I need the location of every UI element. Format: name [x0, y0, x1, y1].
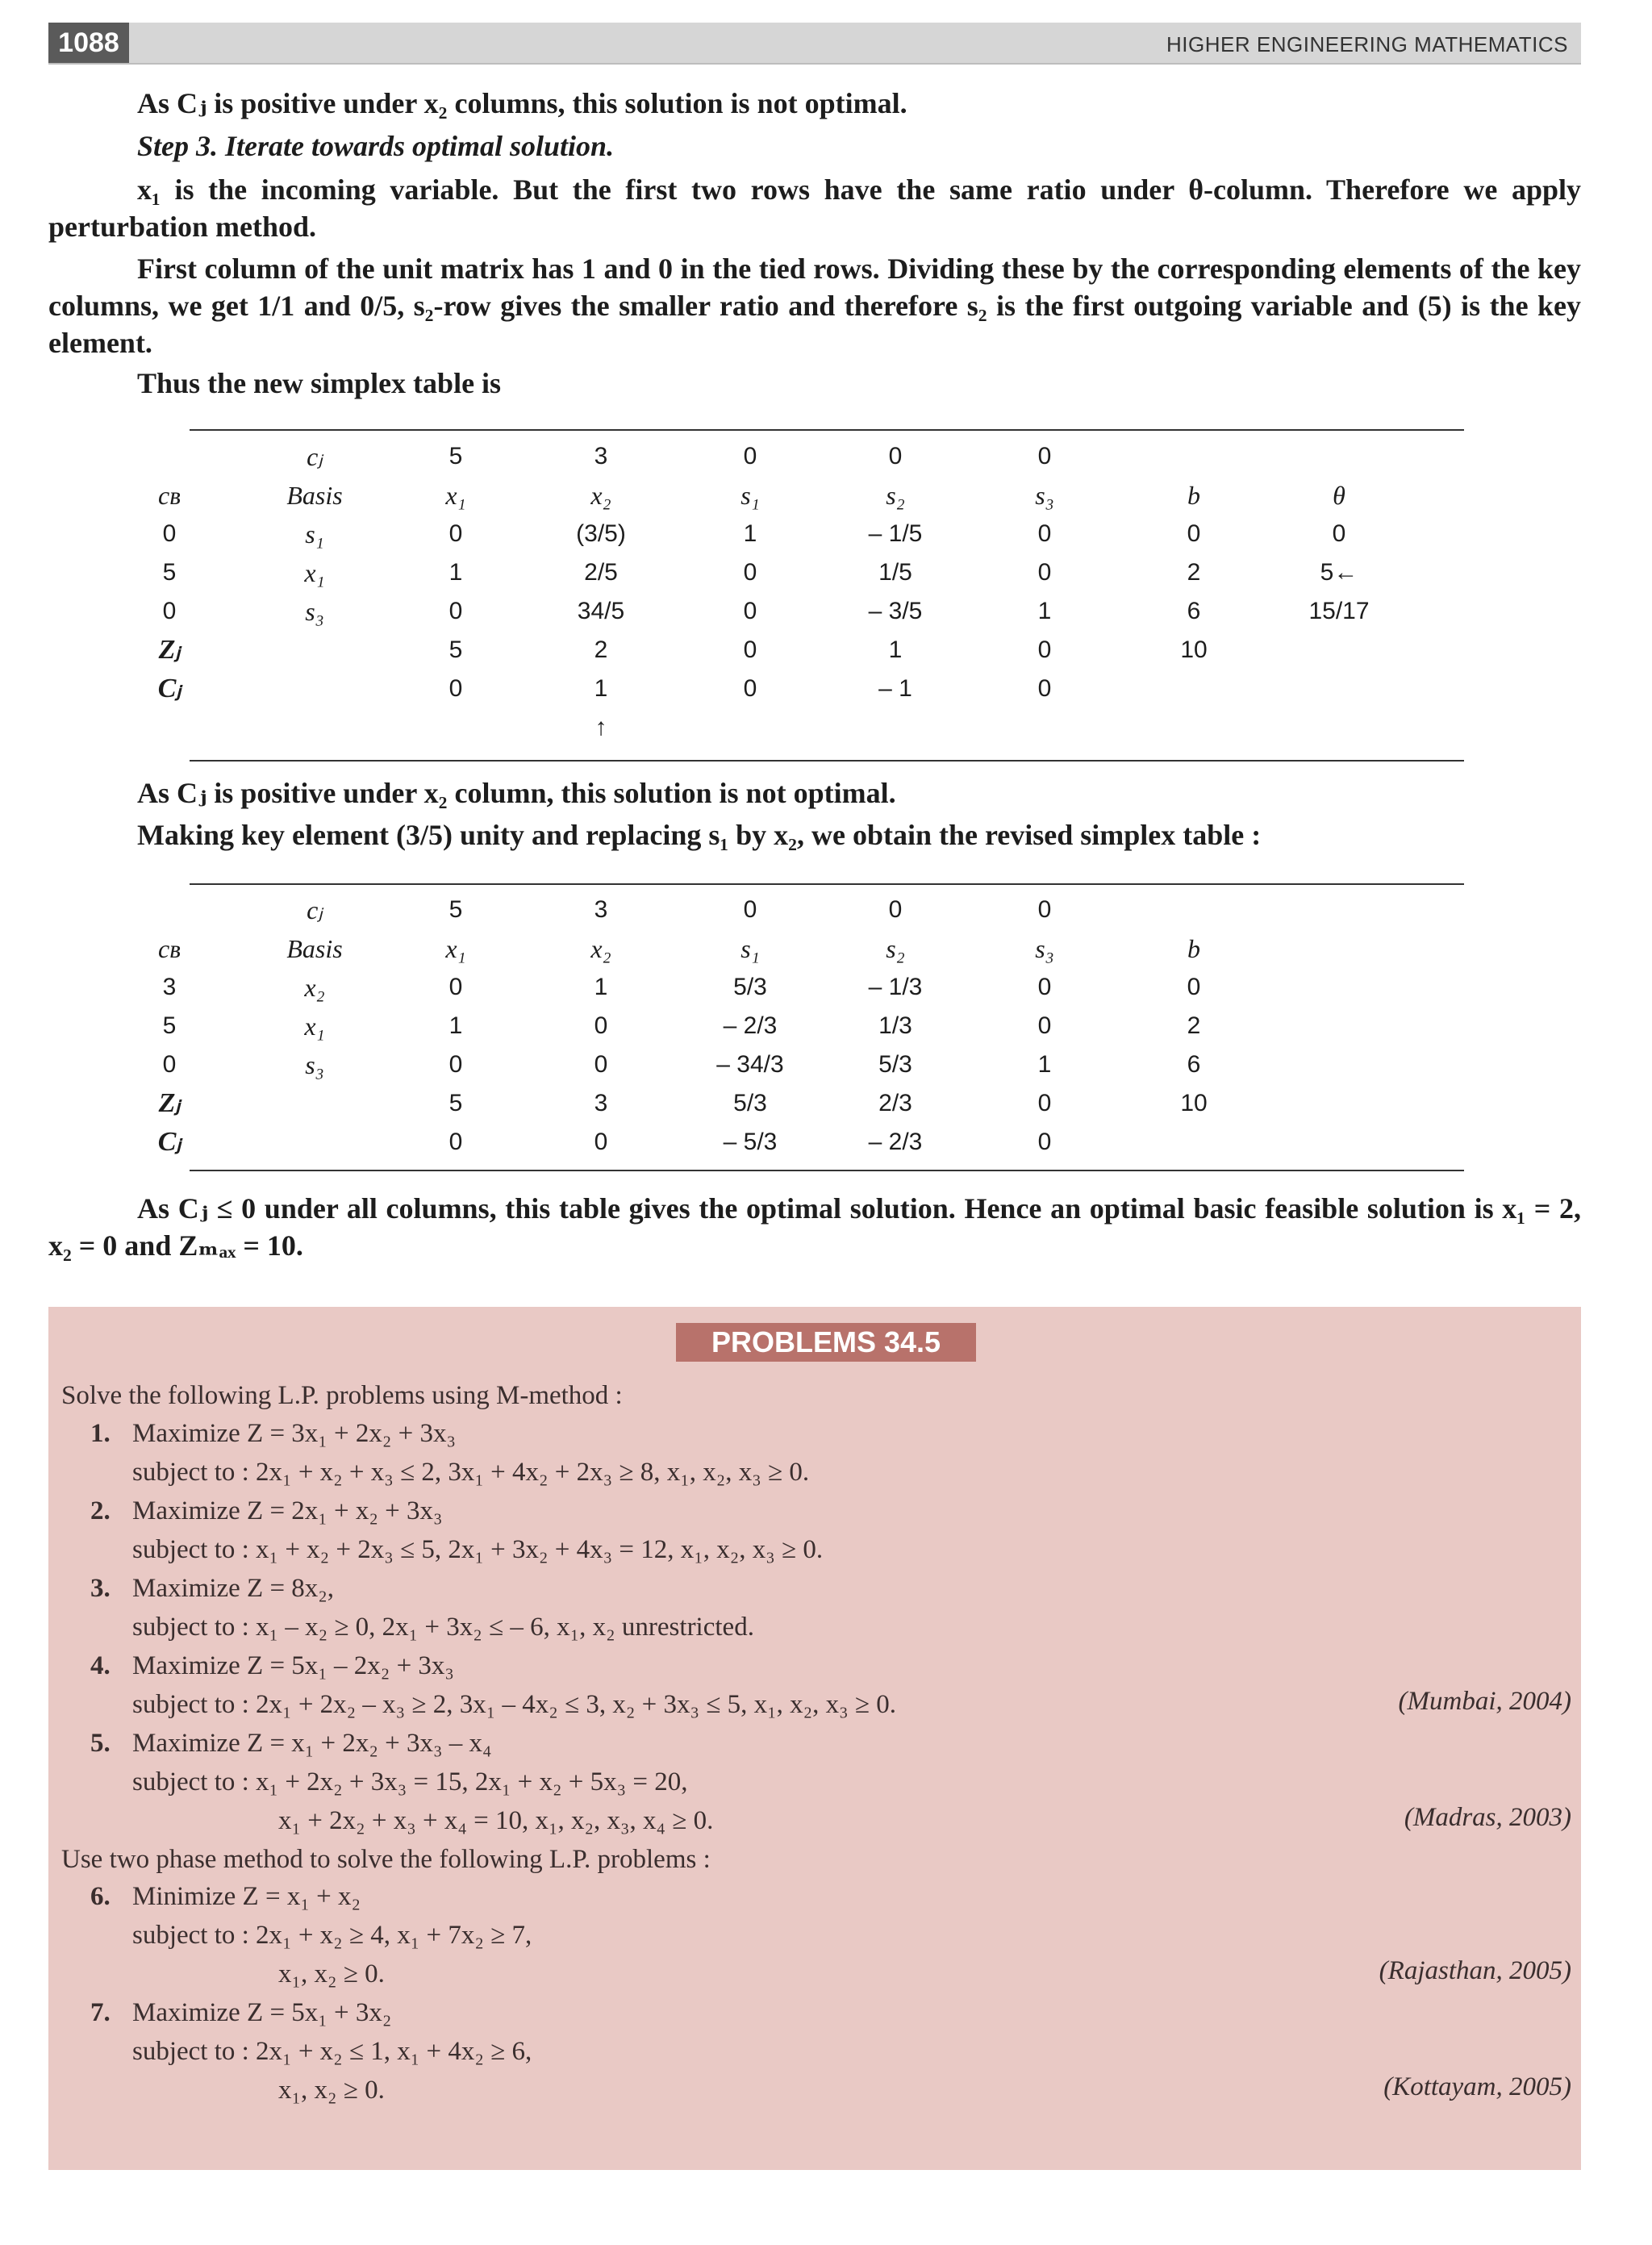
table-cell: 0 [1332, 520, 1346, 547]
cj-value: 3 [594, 443, 608, 469]
table-cell: 0 [1037, 559, 1052, 586]
column-header: s₁ [740, 934, 760, 963]
table-cell: – 1/3 [868, 974, 923, 1000]
step-3-heading: Step 3. Iterate towards optimal solution. [137, 130, 615, 162]
table-cell: 0 [594, 1012, 608, 1039]
column-header: θ [1333, 481, 1345, 510]
column-header: x₁ [445, 934, 466, 963]
table-cell: – 1 [878, 675, 912, 702]
table-cell: 1 [594, 675, 608, 702]
paragraph-revised-table-intro: Making key element (3/5) unity and replacing s₁ by x₂, we obtain the revised simplex table : [137, 819, 1262, 851]
column-header: cʙ [158, 934, 181, 963]
table-cell: 0 [1187, 974, 1201, 1000]
paragraph-perturbation: First column of the unit matrix has 1 and 0 in the tied rows. Dividing these by the corresponding elements of the key columns, we get 1/1 and 0/5, s₂-row gives the smaller ratio and therefore s₂ is the first outgoing variable and (5) is the key element. [48, 252, 1581, 359]
table-cell: 5← [1320, 559, 1358, 586]
table-cell: 5/3 [878, 1051, 912, 1078]
table-cell: 0 [594, 1129, 608, 1155]
cj-value: 5 [448, 443, 463, 469]
cj-label: cⱼ [307, 895, 323, 924]
table-cell: 0 [1037, 974, 1052, 1000]
problem-objective: Maximize Z = 8x₂, [132, 1574, 335, 1603]
table-cell: 5/3 [733, 974, 767, 1000]
page-header [48, 23, 1581, 65]
table-cell: 0 [743, 559, 757, 586]
table-cell: 0 [743, 598, 757, 624]
table-cell: 1 [448, 559, 463, 586]
row-label: 5 [162, 1012, 177, 1039]
table-cell: s₃ [305, 1050, 324, 1079]
problem-constraints: subject to : x₁ + x₂ + 2x₃ ≤ 5, 2x₁ + 3x₂ + 4x₃ = 12, x₁, x₂, x₃ ≥ 0. [132, 1535, 824, 1564]
problem-constraints: subject to : 2x₁ + x₂ + x₃ ≤ 2, 3x₁ + 4x₂ + 2x₃ ≥ 8, x₁, x₂, x₃ ≥ 0. [132, 1458, 810, 1487]
problem-source: (Rajasthan, 2005) [1379, 1956, 1571, 1985]
column-header: b [1187, 481, 1200, 510]
table-cell: 1 [888, 636, 903, 663]
cj-value: 0 [743, 896, 757, 923]
table-cell: x₁ [304, 558, 325, 587]
table-cell: 6 [1187, 1051, 1201, 1078]
column-header: s₂ [886, 934, 905, 963]
table-cell: 2 [594, 636, 608, 663]
problem-constraints-cont: x₁, x₂ ≥ 0. [278, 2076, 385, 2105]
table-cell: 0 [1037, 1129, 1052, 1155]
column-header: Basis [286, 934, 343, 963]
table-cell: – 34/3 [716, 1051, 784, 1078]
problem-source: (Madras, 2003) [1404, 1803, 1571, 1832]
table-cell: 3 [594, 1090, 608, 1116]
table2-bottom-rule [190, 1170, 1464, 1171]
table-cell: 34/5 [577, 598, 625, 624]
table2-top-rule [190, 883, 1464, 885]
table-cell: 0 [448, 675, 463, 702]
problems-title: PROBLEMS 34.5 [676, 1323, 976, 1362]
table-cell: 0 [1037, 1012, 1052, 1039]
row-label: 0 [162, 520, 177, 547]
column-header: s₂ [886, 481, 905, 510]
table-cell: – 2/3 [723, 1012, 778, 1039]
column-header: b [1187, 934, 1200, 963]
row-label: 0 [162, 598, 177, 624]
problem-number: 4. [90, 1651, 111, 1680]
problems-intro-m-method: Solve the following L.P. problems using M-method : [61, 1381, 623, 1410]
table-cell: 0 [1037, 636, 1052, 663]
table-cell: x₂ [304, 973, 325, 1002]
problem-objective: Maximize Z = 5x₁ – 2x₂ + 3x₃ [132, 1651, 454, 1680]
table-cell: (3/5) [576, 520, 626, 547]
row-label: Zⱼ [158, 635, 181, 665]
entering-column-arrow: ↑ [594, 714, 607, 741]
problem-constraints: subject to : 2x₁ + x₂ ≤ 1, x₁ + 4x₂ ≥ 6, [132, 2037, 532, 2066]
table-cell: 0 [1037, 520, 1052, 547]
table-cell: 0 [448, 1051, 463, 1078]
table-cell: 0 [448, 520, 463, 547]
table-cell: 2/5 [584, 559, 618, 586]
problem-objective: Maximize Z = 5x₁ + 3x₂ [132, 1998, 392, 2027]
column-header: x₁ [445, 481, 466, 510]
problem-source: (Kottayam, 2005) [1383, 2072, 1571, 2101]
table-cell: 10 [1180, 636, 1208, 663]
table-cell: 10 [1180, 1090, 1208, 1116]
table-cell: 6 [1187, 598, 1201, 624]
column-header: x₂ [590, 481, 611, 510]
column-header: s₃ [1035, 481, 1054, 510]
table-cell: 1/5 [878, 559, 912, 586]
cj-value: 0 [1037, 443, 1052, 469]
problem-objective: Maximize Z = 3x₁ + 2x₂ + 3x₃ [132, 1419, 457, 1448]
problem-constraints: subject to : x₁ – x₂ ≥ 0, 2x₁ + 3x₂ ≤ – 6, x₁, x₂ unrestricted. [132, 1613, 754, 1642]
column-header: x₂ [590, 934, 611, 963]
cj-label: cⱼ [307, 442, 323, 471]
paragraph-new-table-intro: Thus the new simplex table is [137, 367, 502, 399]
column-header: s₁ [740, 481, 760, 510]
table-cell: 1 [1037, 1051, 1052, 1078]
table-cell: 0 [743, 636, 757, 663]
table-cell: 1 [594, 974, 608, 1000]
table-cell: 0 [594, 1051, 608, 1078]
table-cell: 2 [1187, 559, 1201, 586]
table-cell: 5 [448, 1090, 463, 1116]
table-cell: 5/3 [733, 1090, 767, 1116]
problem-constraints-cont: x₁ + 2x₂ + x₃ + x₄ = 10, x₁, x₂, x₃, x₄ ≥ 0. [278, 1806, 714, 1835]
paragraph-not-optimal-1: As Cⱼ is positive under x₂ columns, this solution is not optimal. [137, 87, 907, 119]
table-cell: – 5/3 [723, 1129, 778, 1155]
table1-bottom-rule [190, 760, 1464, 762]
table-cell: 1 [743, 520, 757, 547]
cj-value: 5 [448, 896, 463, 923]
table-cell: 1 [1037, 598, 1052, 624]
problem-constraints-cont: x₁, x₂ ≥ 0. [278, 1959, 385, 1988]
table-cell: 1/3 [878, 1012, 912, 1039]
table-cell: 0 [1037, 1090, 1052, 1116]
row-label: Zⱼ [158, 1088, 181, 1118]
problem-number: 1. [90, 1419, 111, 1448]
table-cell: 2/3 [878, 1090, 912, 1116]
table-cell: 15/17 [1308, 598, 1370, 624]
paragraph-incoming-variable: x₁ is the incoming variable. But the first two rows have the same ratio under θ-column. Therefore we apply perturbation method. [48, 173, 1581, 243]
table-cell: s₃ [305, 597, 324, 626]
table-cell: 0 [448, 1129, 463, 1155]
table-cell: x₁ [304, 1012, 325, 1041]
problems-intro-two-phase: Use two phase method to solve the following L.P. problems : [61, 1845, 711, 1874]
row-label: Cⱼ [157, 1127, 181, 1157]
problem-constraints: subject to : 2x₁ + 2x₂ – x₃ ≥ 2, 3x₁ – 4x₂ ≤ 3, x₂ + 3x₃ ≤ 5, x₁, x₂, x₃ ≥ 0. [132, 1690, 897, 1719]
row-label: 5 [162, 559, 177, 586]
table-cell: – 1/5 [868, 520, 923, 547]
table-cell: 0 [743, 675, 757, 702]
column-header: Basis [286, 481, 343, 510]
cj-value: 3 [594, 896, 608, 923]
cj-value: 0 [888, 896, 903, 923]
table-cell: 0 [1187, 520, 1201, 547]
problem-source: (Mumbai, 2004) [1398, 1687, 1571, 1716]
row-label: Cⱼ [157, 674, 181, 703]
table-cell: 5 [448, 636, 463, 663]
problem-number: 7. [90, 1998, 111, 2027]
table1-top-rule [190, 429, 1464, 431]
problem-constraints: subject to : x₁ + 2x₂ + 3x₃ = 15, 2x₁ + x₂ + 5x₃ = 20, [132, 1767, 688, 1796]
cj-value: 0 [1037, 896, 1052, 923]
table-cell: 0 [448, 598, 463, 624]
problem-number: 6. [90, 1882, 111, 1911]
column-header: s₃ [1035, 934, 1054, 963]
table-cell: 0 [448, 974, 463, 1000]
cj-value: 0 [743, 443, 757, 469]
column-header: cʙ [158, 481, 181, 510]
problem-constraints: subject to : 2x₁ + x₂ ≥ 4, x₁ + 7x₂ ≥ 7, [132, 1921, 532, 1950]
paragraph-not-optimal-2: As Cⱼ is positive under x₂ column, this solution is not optimal. [137, 777, 896, 809]
table-cell: – 2/3 [868, 1129, 923, 1155]
table-cell: 2 [1187, 1012, 1201, 1039]
problem-objective: Minimize Z = x₁ + x₂ [132, 1882, 361, 1911]
table-cell: 1 [448, 1012, 463, 1039]
table-cell: – 3/5 [868, 598, 923, 624]
row-label: 0 [162, 1051, 177, 1078]
table-cell: s₁ [305, 520, 324, 549]
problem-objective: Maximize Z = x₁ + 2x₂ + 3x₃ – x₄ [132, 1729, 492, 1758]
row-label: 3 [162, 974, 177, 1000]
problem-number: 5. [90, 1729, 111, 1758]
page-number: 1088 [48, 23, 129, 63]
book-title: HIGHER ENGINEERING MATHEMATICS [1166, 32, 1568, 56]
problem-number: 2. [90, 1496, 111, 1525]
problem-number: 3. [90, 1574, 111, 1603]
paragraph-optimal-solution: As Cⱼ ≤ 0 under all columns, this table gives the optimal solution. Hence an optimal basic feasible solution is x₁ = 2, x₂ = 0 and Zₘₐₓ = 10. [48, 1192, 1581, 1262]
problem-objective: Maximize Z = 2x₁ + x₂ + 3x₃ [132, 1496, 443, 1525]
table-cell: 0 [1037, 675, 1052, 702]
cj-value: 0 [888, 443, 903, 469]
